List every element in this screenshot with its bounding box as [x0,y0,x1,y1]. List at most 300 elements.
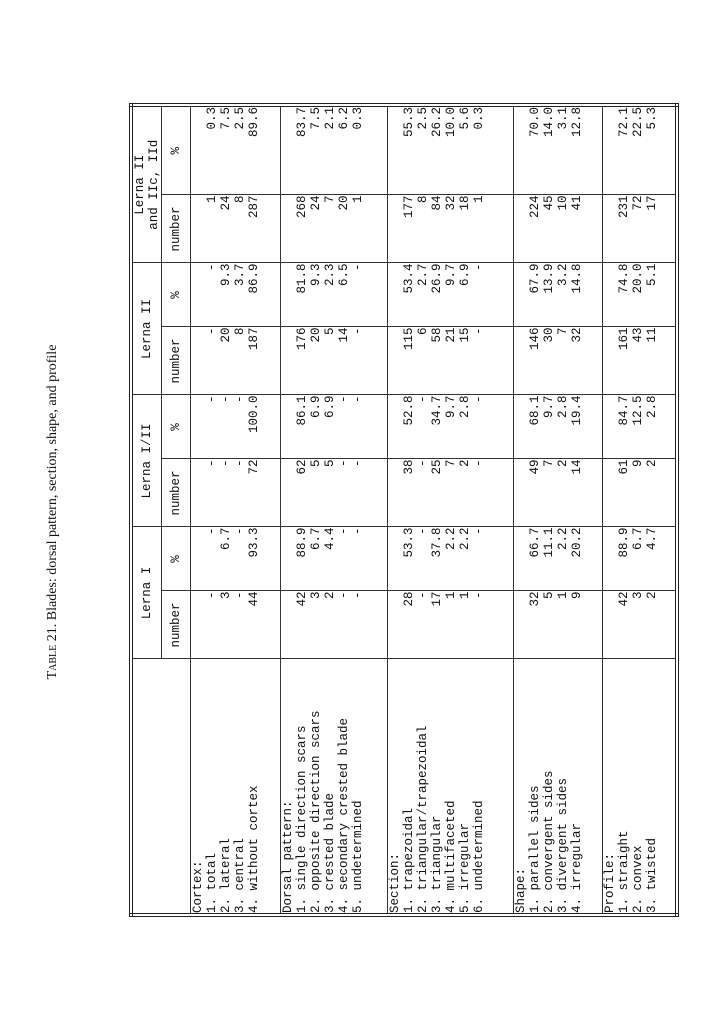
header-group4-line1: Lerna II [133,154,147,215]
percent-value: 26.2 [430,106,445,137]
percent-value: 6.9 [322,395,337,418]
percent-value: 53.4 [402,263,417,294]
count-value: 44 [247,591,261,607]
count-value: 224 [527,195,542,218]
count-value: 10 [555,195,570,211]
row-label: 2. convex [631,845,646,913]
row-label: 2. lateral [219,837,233,913]
percent-value: 89.6 [247,106,261,137]
percent-value: 6.7 [308,527,323,550]
count-value: 20 [219,327,233,343]
count-value: - [233,591,247,600]
percent-value: - [205,395,219,403]
percent-value: 37.8 [430,527,445,558]
percent-value: 4.7 [645,527,660,550]
number-column-cell [280,327,388,395]
count-value: - [350,459,365,467]
count-value: 38 [402,459,417,475]
row-label: 5. undetermined [350,800,365,913]
section-title: Shape: [513,867,528,913]
count-value: - [219,459,233,467]
percent-value: 10.0 [444,106,459,137]
blades-table [129,103,679,917]
rotated-table-container [129,107,679,917]
number-column-cell [388,591,513,659]
percent-value: 52.8 [402,395,417,426]
row-label: 3. triangular [430,815,445,913]
title-spacer [191,263,205,326]
header-empty-cell [131,659,191,915]
percent-value: 93.3 [247,527,261,558]
percent-column-cell [280,263,388,327]
subheader-number: number [162,459,191,527]
number-column-cell [388,459,513,527]
subheader-number: number [162,327,191,395]
number-column-cell [388,327,513,395]
percent-value: 83.7 [294,106,309,137]
subheader-number: number [162,195,191,263]
count-value: - [336,591,351,600]
percent-value: - [336,395,351,403]
title-spacer [603,527,617,590]
count-value: 49 [527,459,542,475]
count-value: 20 [336,195,351,211]
table-caption [45,345,61,680]
count-value: - [350,327,365,335]
percent-column-cell [513,395,603,459]
count-value: 161 [617,327,632,350]
section-labels [603,659,677,915]
percent-value: 72.1 [617,106,632,137]
header-lerna-i-ii: Lerna I/II [131,395,162,527]
percent-value: 66.7 [527,527,542,558]
count-value: 231 [617,195,632,218]
percent-value: 2.5 [233,106,247,130]
title-spacer [191,527,205,590]
percent-value: 3.7 [233,263,247,286]
count-value: 7 [322,195,337,203]
count-value: 1 [444,591,459,600]
percent-value: 2.5 [416,106,431,130]
count-value: 9 [631,459,646,467]
percent-value: 0.3 [205,106,219,130]
count-value: 15 [458,327,473,343]
count-value: 3 [631,591,646,600]
title-spacer [281,327,295,394]
title-spacer [388,107,402,195]
section-row [513,105,603,915]
row-label: 1. parallel sides [527,785,542,913]
percent-value: 9.3 [219,263,233,286]
percent-value: 84.7 [617,395,632,426]
percent-value: 86.9 [247,263,261,294]
header-group4-line2: and IIc, IId [147,139,161,230]
count-value: 30 [541,327,556,343]
count-value: 176 [294,327,309,350]
row-label: 6. undetermined [472,800,487,913]
percent-value: 6.2 [336,106,351,130]
percent-value: 14.8 [569,263,584,294]
count-value: 24 [308,195,323,211]
percent-value: 7.5 [308,106,323,130]
count-value: 2 [458,459,473,467]
row-label: 1. single direction scars [294,725,309,913]
count-value: - [416,591,431,600]
percent-value: 9.3 [308,263,323,286]
title-spacer [514,327,528,394]
percent-column-cell [513,263,603,327]
header-lerna-ii: Lerna II [131,263,162,395]
row-label: 4. multifaceted [444,800,459,913]
count-value: - [416,459,431,467]
percent-column-cell [191,263,281,327]
count-value: 8 [233,195,247,203]
count-value: 7 [541,459,556,467]
percent-value: - [233,527,247,535]
count-value: 25 [430,459,445,475]
percent-value: 2.1 [322,106,337,130]
title-spacer [514,592,528,659]
section-labels [280,659,388,915]
count-value: 115 [402,327,417,350]
section-title: Profile: [603,852,618,913]
percent-value: 4.4 [322,527,337,550]
percent-value: - [350,263,365,271]
count-value: 5 [541,591,556,600]
number-column-cell [280,195,388,263]
percent-value: 3.1 [555,106,570,130]
count-value: 43 [631,327,646,343]
row-label: 2. opposite direction scars [308,710,323,913]
title-spacer [388,327,402,394]
percent-value: 74.8 [617,263,632,294]
count-value: 1 [458,591,473,600]
count-value: 1 [555,591,570,600]
percent-column-cell [388,527,513,591]
title-spacer [514,263,528,326]
row-label: 3. central [233,837,247,913]
count-value: - [205,591,219,600]
count-value: 11 [645,327,660,343]
count-value: 45 [541,195,556,211]
percent-value: 2.2 [555,527,570,550]
count-value: 18 [458,195,473,211]
count-value: 1 [472,195,487,203]
count-value: 42 [294,591,309,607]
title-spacer [514,459,528,526]
count-value: 32 [569,327,584,343]
count-value: 17 [430,591,445,607]
count-value: 61 [617,459,632,475]
percent-value: - [472,395,487,403]
percent-value: 22.5 [631,106,646,137]
header-row-groups [131,105,162,915]
percent-value: - [233,395,247,403]
row-label: 3. divergent sides [555,777,570,913]
percent-value: 9.7 [444,263,459,286]
subheader-percent: % [162,395,191,459]
percent-value: 2.2 [444,527,459,550]
percent-value: 86.1 [294,395,309,426]
subheader-percent: % [162,105,191,195]
percent-value: 6.7 [219,527,233,550]
percent-value: 5.1 [645,263,660,286]
count-value: 6 [416,327,431,335]
title-spacer [603,195,617,262]
count-value: 84 [430,195,445,211]
percent-column-cell [191,105,281,195]
percent-value: 14.0 [541,106,556,137]
percent-value: 67.9 [527,263,542,294]
number-column-cell [513,327,603,395]
title-spacer [388,592,402,659]
title-spacer [603,395,617,458]
percent-value: 70.0 [527,106,542,137]
count-value: 5 [322,327,337,335]
percent-value: 81.8 [294,263,309,294]
count-value: 32 [444,195,459,211]
header-lerna-i: Lerna I [131,527,162,659]
percent-column-cell [388,263,513,327]
row-label: 1. total [205,852,219,913]
count-value: 62 [294,459,309,475]
title-spacer [191,327,205,394]
percent-value: - [205,263,219,271]
percent-value: 0.3 [350,106,365,130]
title-spacer [281,263,295,326]
count-value: - [350,591,365,600]
percent-value: 19.4 [569,395,584,426]
percent-value: 88.9 [617,527,632,558]
section-row [388,105,513,915]
title-spacer [191,107,205,195]
number-column-cell [191,195,281,263]
percent-value: 6.9 [308,395,323,418]
number-column-cell [603,459,677,527]
title-spacer [191,459,205,526]
percent-column-cell [388,395,513,459]
number-column-cell [603,327,677,395]
title-spacer [191,195,205,262]
row-label: 4. without cortex [247,785,261,913]
title-spacer [191,592,205,659]
title-spacer [281,527,295,590]
count-value: 20 [308,327,323,343]
count-value: 3 [308,591,323,600]
title-spacer [388,459,402,526]
title-spacer [281,459,295,526]
percent-value: 68.1 [527,395,542,426]
number-column-cell [603,195,677,263]
row-label: 5. irregular [458,822,473,913]
percent-value: 12.8 [569,106,584,137]
count-value: - [233,459,247,467]
percent-value: 13.9 [541,263,556,294]
subheader-number: number [162,591,191,659]
count-value: 268 [294,195,309,218]
count-value: 42 [617,591,632,607]
title-spacer [514,395,528,458]
percent-value: 2.8 [555,395,570,418]
row-label: 1. straight [617,830,632,913]
caption-table-number: Table 21. [45,623,60,680]
header-lerna-ii-iic-iid [131,105,162,263]
title-spacer [603,107,617,195]
section-title: Section: [388,852,403,913]
count-value: 2 [555,459,570,467]
percent-column-cell [603,105,677,195]
count-value: 2 [322,591,337,600]
count-value: 21 [444,327,459,343]
percent-value: 88.9 [294,527,309,558]
number-column-cell [513,459,603,527]
percent-value: 5.3 [645,106,660,130]
count-value: 72 [247,459,261,475]
count-value: 146 [527,327,542,350]
count-value: 5 [322,459,337,467]
count-value: 41 [569,195,584,211]
section-title: Dorsal pattern: [280,800,295,913]
percent-value: - [472,527,487,535]
title-spacer [281,592,295,659]
number-column-cell [191,327,281,395]
percent-value: 9.7 [541,395,556,418]
number-column-cell [388,195,513,263]
count-value: 8 [233,327,247,335]
title-spacer [281,195,295,262]
percent-value: 3.2 [555,263,570,286]
percent-value: 12.5 [631,395,646,426]
title-spacer [388,395,402,458]
subheader-percent: % [162,263,191,327]
percent-value: 5.6 [458,106,473,130]
number-column-cell [513,591,603,659]
percent-value: 6.7 [631,527,646,550]
title-spacer [388,527,402,590]
percent-value: - [219,395,233,403]
count-value: 177 [402,195,417,218]
percent-value: 20.2 [569,527,584,558]
count-value: 9 [569,591,584,600]
count-value: 2 [645,591,660,600]
percent-column-cell [603,527,677,591]
section-row [191,105,281,915]
title-spacer [603,592,617,659]
title-spacer [191,395,205,458]
percent-value: - [350,527,365,535]
count-value: - [472,591,487,600]
percent-column-cell [280,395,388,459]
number-column-cell [513,195,603,263]
row-label: 3. crested blade [322,792,337,913]
section-title: Cortex: [191,860,205,913]
count-value: 17 [645,195,660,211]
title-spacer [514,527,528,590]
title-spacer [388,195,402,262]
count-value: 1 [205,195,219,203]
percent-column-cell [280,527,388,591]
row-label: 2. triangular/trapezoidal [416,725,431,913]
title-spacer [603,327,617,394]
percent-value: 11.1 [541,527,556,558]
percent-value: - [416,395,431,403]
count-value: 7 [555,327,570,335]
percent-value: - [350,395,365,403]
percent-value: 2.8 [645,395,660,418]
count-value: - [472,327,487,335]
number-column-cell [191,459,281,527]
subheader-percent: % [162,527,191,591]
row-label: 4. secondary crested blade [336,717,351,913]
count-value: 1 [350,195,365,203]
percent-value: - [472,263,487,271]
count-value: 72 [631,195,646,211]
percent-value: 0.3 [472,106,487,130]
title-spacer [281,107,295,195]
percent-value: 20.0 [631,263,646,294]
count-value: 14 [336,327,351,343]
count-value: 24 [219,195,233,211]
section-row [280,105,388,915]
percent-column-cell [513,527,603,591]
caption-text: Blades: dorsal pattern, section, shape, and profile [45,344,60,621]
count-value: 187 [247,327,261,350]
number-column-cell [191,591,281,659]
percent-column-cell [603,263,677,327]
count-value: 14 [569,459,584,475]
count-value: - [336,459,351,467]
percent-column-cell [191,395,281,459]
percent-value: 2.7 [416,263,431,286]
title-spacer [514,107,528,195]
section-row [603,105,677,915]
count-value: 7 [444,459,459,467]
percent-value: 53.3 [402,527,417,558]
percent-column-cell [280,105,388,195]
row-label: 3. twisted [645,837,660,913]
count-value: 28 [402,591,417,607]
percent-value: - [416,527,431,535]
section-labels [388,659,513,915]
percent-value: 34.7 [430,395,445,426]
percent-column-cell [191,527,281,591]
percent-value: 26.9 [430,263,445,294]
count-value: - [205,327,219,335]
percent-value: 7.5 [219,106,233,130]
count-value: - [472,459,487,467]
percent-value: - [205,527,219,535]
title-spacer [281,395,295,458]
percent-column-cell [388,105,513,195]
count-value: 287 [247,195,261,218]
percent-value: - [336,527,351,535]
percent-column-cell [513,105,603,195]
count-value: 58 [430,327,445,343]
number-column-cell [280,459,388,527]
percent-value: 2.2 [458,527,473,550]
count-value: 3 [219,591,233,600]
percent-value: 2.3 [322,263,337,286]
count-value: - [205,459,219,467]
title-spacer [603,459,617,526]
row-label: 4. irregular [569,822,584,913]
percent-value: 55.3 [402,106,417,137]
percent-value: 9.7 [444,395,459,418]
number-column-cell [603,591,677,659]
number-column-cell [280,591,388,659]
title-spacer [388,263,402,326]
count-value: 32 [527,591,542,607]
